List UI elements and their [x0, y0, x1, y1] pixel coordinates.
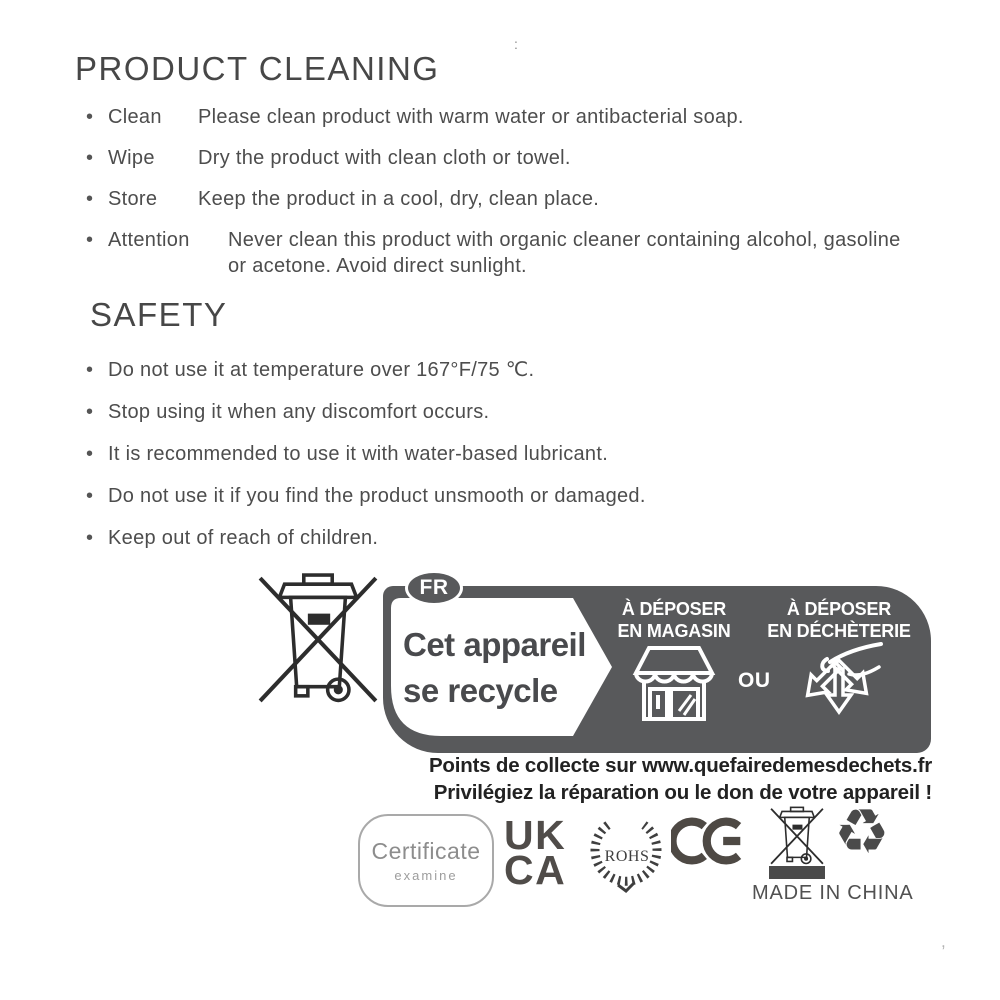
- cleaning-item-wipe: [86, 145, 966, 171]
- safety-item: [86, 441, 966, 467]
- cleaning-item-store: [86, 186, 966, 212]
- rohs-text: ROHS: [604, 848, 650, 865]
- bullet-icon: •: [86, 229, 94, 251]
- bullet-icon: •: [86, 443, 94, 465]
- safety-list: [86, 357, 966, 567]
- ukca-line1: UK: [504, 812, 567, 858]
- certificate-badge-title: Certificate: [371, 838, 481, 864]
- cleaning-list: [86, 104, 966, 279]
- cleaning-item-clean: [86, 104, 966, 130]
- collection-note-line2: Privilégiez la réparation ou le don de votre appareil !: [433, 781, 932, 804]
- recycle-headline: [403, 622, 603, 714]
- triman-sorting-icon: [791, 638, 887, 726]
- cleaning-item-text: Never clean this product with organic cleaner containing alcohol, gasoline or acetone. Avoid direct sunlight.: [228, 229, 901, 277]
- ukca-mark: [504, 812, 567, 893]
- scan-artifact-top: :: [514, 36, 518, 52]
- recycle-headline-line2: se recycle: [403, 672, 558, 709]
- safety-section-title: SAFETY: [90, 296, 228, 333]
- cleaning-section-title: PRODUCT CLEANING: [75, 50, 440, 87]
- cleaning-item-attention: [86, 227, 966, 279]
- certificate-badge: [358, 814, 494, 907]
- store-option-label: [613, 598, 735, 642]
- bullet-icon: •: [86, 485, 94, 507]
- ce-mark-icon: [671, 814, 747, 868]
- weee-bin-bar-icon: [766, 806, 828, 866]
- or-text: OU: [738, 669, 771, 692]
- bullet-icon: •: [86, 527, 94, 549]
- weee-crossed-bin-icon: [256, 572, 380, 706]
- bullet-icon: •: [86, 106, 94, 128]
- recycle-mobius-icon: ♻: [834, 798, 890, 867]
- collection-note-line1: Points de collecte sur www.quefairedemesdechets.fr: [428, 754, 932, 777]
- safety-item: [86, 357, 966, 383]
- certificate-badge-subtitle: examine: [394, 868, 458, 883]
- store-option-line2: EN MAGASIN: [617, 621, 731, 641]
- safety-item: [86, 483, 966, 509]
- dechetterie-option-line1: À DÉPOSER: [786, 599, 892, 619]
- fr-badge-text: FR: [419, 576, 449, 599]
- recycle-headline-line1: Cet appareil: [403, 626, 586, 663]
- safety-item-text: Do not use it at temperature over 167°F/75 ℃.: [108, 359, 535, 381]
- cleaning-item-text: Please clean product with warm water or antibacterial soap.: [198, 106, 744, 128]
- dechetterie-option-line2: EN DÉCHÈTERIE: [767, 621, 911, 641]
- cleaning-item-text: Dry the product with clean cloth or towel.: [198, 147, 571, 169]
- cleaning-item-text: Keep the product in a cool, dry, clean place.: [198, 188, 600, 210]
- bullet-icon: •: [86, 401, 94, 423]
- store-option-line1: À DÉPOSER: [621, 599, 727, 619]
- cleaning-item-label: Wipe: [108, 147, 155, 169]
- safety-item-text: It is recommended to use it with water-based lubricant.: [108, 443, 609, 465]
- rohs-wreath-icon: [588, 811, 666, 897]
- store-icon: [629, 643, 719, 723]
- cleaning-item-label: Attention: [108, 229, 190, 251]
- cleaning-item-label: Store: [108, 188, 158, 210]
- made-in-china-text: MADE IN CHINA: [752, 882, 914, 904]
- recycle-label: [383, 576, 931, 753]
- fr-country-badge: [405, 570, 463, 606]
- safety-item-text: Do not use it if you find the product unsmooth or damaged.: [108, 485, 646, 507]
- safety-item-text: Stop using it when any discomfort occurs.: [108, 401, 490, 423]
- weee-bar: [769, 866, 825, 879]
- ukca-line2: CA: [504, 847, 567, 893]
- dechetterie-option-label: [761, 598, 917, 642]
- bullet-icon: •: [86, 188, 94, 210]
- safety-item: [86, 399, 966, 425]
- bullet-icon: •: [86, 147, 94, 169]
- safety-item-text: Keep out of reach of children.: [108, 527, 379, 549]
- bullet-icon: •: [86, 359, 94, 381]
- scan-artifact-bottom: ,: [941, 932, 946, 951]
- safety-item: [86, 525, 966, 551]
- cleaning-item-label: Clean: [108, 106, 162, 128]
